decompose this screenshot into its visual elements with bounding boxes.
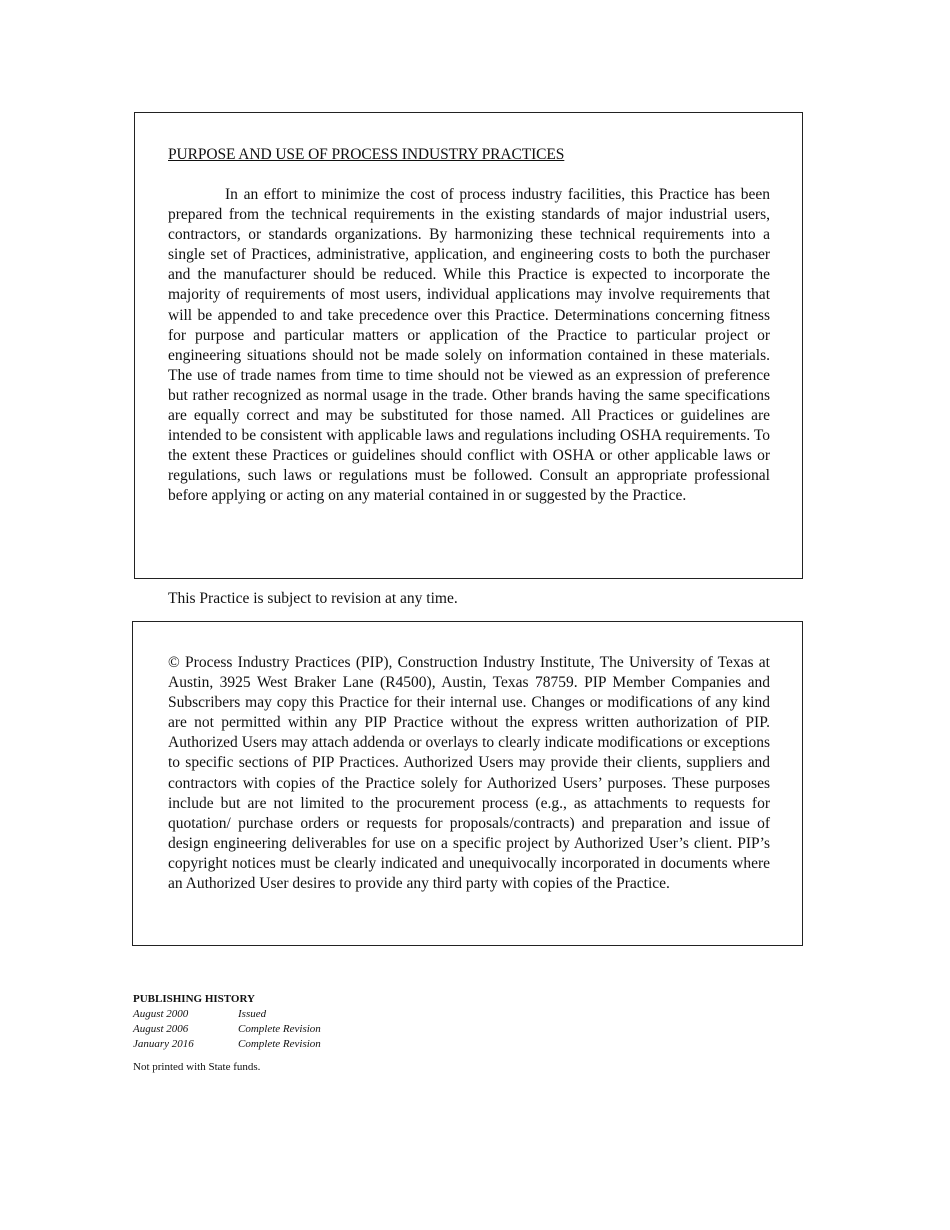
state-funds-note: Not printed with State funds. xyxy=(133,1061,261,1073)
history-row xyxy=(133,1007,321,1022)
copyright-box xyxy=(132,621,803,946)
revision-note: This Practice is subject to revision at any time. xyxy=(168,590,458,607)
history-date: January 2016 xyxy=(133,1038,194,1050)
history-status: Complete Revision xyxy=(238,1023,321,1035)
history-row xyxy=(133,1022,321,1037)
purpose-box xyxy=(134,112,803,579)
history-date: August 2006 xyxy=(133,1023,189,1035)
publishing-history-title: PUBLISHING HISTORY xyxy=(133,993,255,1005)
history-date: August 2000 xyxy=(133,1008,189,1020)
purpose-heading: PURPOSE AND USE OF PROCESS INDUSTRY PRACTICES xyxy=(168,146,565,163)
history-status: Issued xyxy=(238,1008,267,1020)
history-row xyxy=(133,1037,321,1052)
publishing-history xyxy=(133,992,321,1052)
history-status: Complete Revision xyxy=(238,1038,321,1050)
copyright-paragraph: © Process Industry Practices (PIP), Construction Industry Institute, The University of Texas at Austin, 3925 West Braker Lane (R4500), Austin, Texas 78759. PIP Member Companies and Subscribers may copy this Practice for their internal use. Changes or modifications of any kind are not permitted within any PIP Practice without the express written authorization of PIP. Authorized Users may attach addenda or overlays to clearly indicate modifications or exceptions to specific sections of PIP Practices. Authorized Users may provide their clients, suppliers and contractors with copies of the Practice solely for Authorized Users’ purposes. These purposes include but are not limited to the procurement process (e.g., as attachments to requests for quotation/ purchase orders or requests for proposals/contracts) and preparation and issue of design engineering deliverables for use on a specific project by Authorized User’s client. PIP’s copyright notices must be clearly indicated and unequivocally incorporated in documents where an Authorized User desires to provide any third party with copies of the Practice. xyxy=(168,654,770,893)
purpose-paragraph: In an effort to minimize the cost of process industry facilities, this Practice has been prepared from the technical requirements in the existing standards of major industrial users, contractors, or standards organizations. By harmonizing these technical requirements into a single set of Practices, administrative, application, and engineering costs to both the purchaser and the manufacturer should be reduced. While this Practice is expected to incorporate the majority of requirements of most users, individual applications may involve requirements that will be appended to and take precedence over this Practice. Determinations concerning fitness for purpose and particular matters or application of the Practice to particular project or engineering situations should not be made solely on information contained in these materials. The use of trade names from time to time should not be viewed as an expression of preference but rather recognized as normal usage in the trade. Other brands having the same specifications are equally correct and may be substituted for those named. All Practices or guidelines are intended to be consistent with applicable laws and regulations including OSHA requirements. To the extent these Practices or guidelines should conflict with OSHA or other applicable laws or regulations, such laws or regulations must be followed. Consult an appropriate professional before applying or acting on any material contained in or suggested by the Practice. xyxy=(168,186,770,505)
